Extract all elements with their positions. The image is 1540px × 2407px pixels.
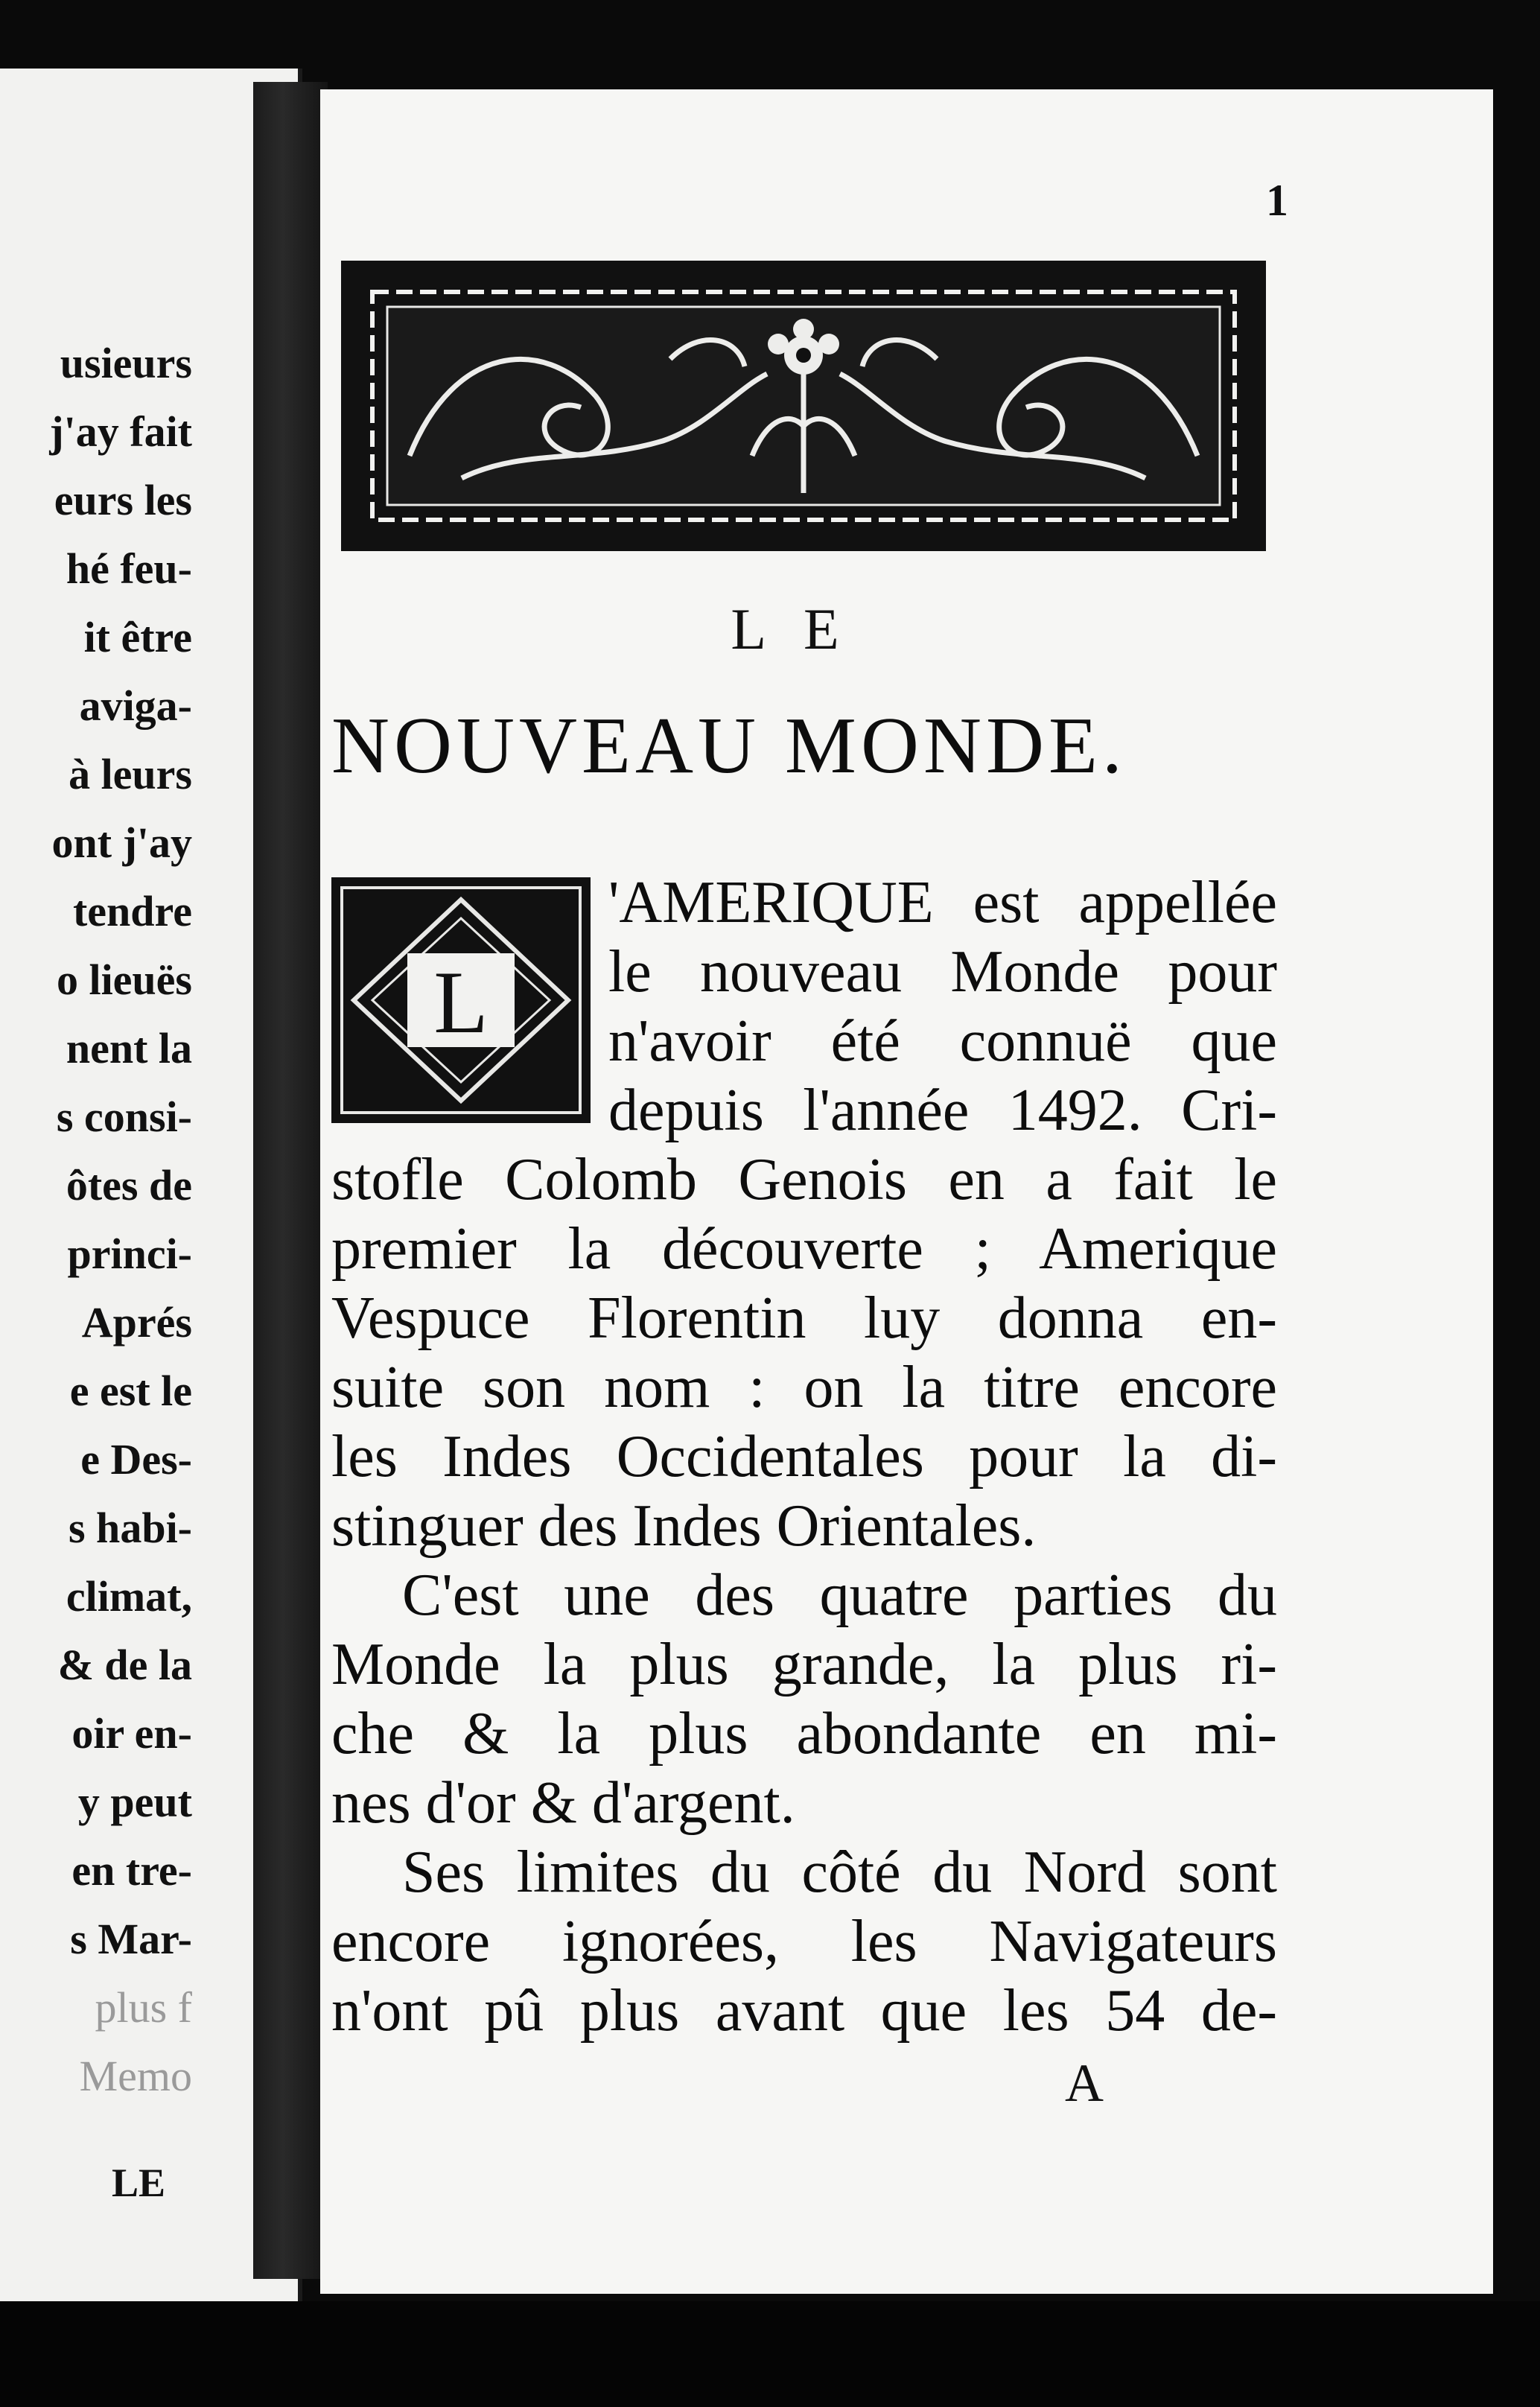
text-line: Monde la plus grande, la plus ri- xyxy=(331,1632,1277,1697)
left-text-line: Aprés xyxy=(81,1298,192,1346)
left-text-line: o lieuës xyxy=(56,956,192,1004)
text-line: suite son nom : on la titre encore xyxy=(331,1355,1277,1420)
text-line: premier la découverte ; Amerique xyxy=(331,1216,1277,1282)
left-text-line: usieurs xyxy=(60,339,192,387)
text-line: depuis l'année 1492. Cri- xyxy=(608,1078,1277,1143)
floral-ornament-icon xyxy=(350,270,1257,542)
text-line: Vespuce Florentin luy donna en- xyxy=(331,1285,1277,1351)
left-catchword: LE xyxy=(112,2160,166,2205)
left-text-line: nent la xyxy=(66,1024,192,1072)
left-text-line: plus f xyxy=(95,1983,192,2032)
left-text-line: ont j'ay xyxy=(51,818,192,867)
text-line: encore ignorées, les Navigateurs xyxy=(331,1909,1277,1974)
left-text-line: y peut xyxy=(77,1778,192,1826)
decorative-headpiece xyxy=(341,261,1266,551)
left-text-line: oir en- xyxy=(71,1709,192,1758)
signature-mark: A xyxy=(1065,2053,1104,2113)
left-page-text xyxy=(0,329,192,2111)
text-line: n'ont pû plus avant que les 54 de- xyxy=(331,1978,1277,2044)
left-text-line: it être xyxy=(83,613,192,661)
left-text-line: e est le xyxy=(69,1367,192,1415)
left-text-line: tendre xyxy=(72,887,192,935)
drop-cap-letter: L xyxy=(433,953,489,1052)
body-text xyxy=(331,868,1277,2046)
text-line: n'avoir été connuë que xyxy=(608,1008,1277,1074)
text-line: stinguer des Indes Orientales. xyxy=(331,1493,1037,1559)
left-text-line: s habi- xyxy=(68,1504,192,1552)
left-text-line: j'ay fait xyxy=(49,407,192,456)
left-text-line: princi- xyxy=(67,1230,192,1278)
text-line: nes d'or & d'argent. xyxy=(331,1770,795,1836)
text-line: 'AMERIQUE est appellée xyxy=(608,870,1277,935)
left-text-line: ôtes de xyxy=(66,1161,192,1209)
left-text-line: s Mar- xyxy=(70,1915,192,1963)
page-number: 1 xyxy=(1266,176,1288,225)
text-line: les Indes Occidentales pour la di- xyxy=(331,1424,1277,1489)
text-line: stofle Colomb Genois en a fait le xyxy=(331,1147,1277,1212)
text-line: che & la plus abondante en mi- xyxy=(331,1701,1277,1767)
text-line: C'est une des quatre parties du xyxy=(402,1562,1277,1628)
left-text-line: & de la xyxy=(57,1641,192,1689)
book-gutter xyxy=(253,82,328,2279)
left-text-line: à leurs xyxy=(69,750,192,798)
left-text-line: s consi- xyxy=(56,1093,192,1141)
left-text-line: climat, xyxy=(66,1572,192,1621)
left-text-line: eurs les xyxy=(54,476,192,524)
left-text-line: hé feu- xyxy=(66,544,192,593)
heading-small: LE xyxy=(731,597,876,661)
left-text-line: en tre- xyxy=(71,1846,192,1895)
text-line: le nouveau Monde pour xyxy=(608,939,1277,1005)
left-text-line: e Des- xyxy=(80,1435,192,1484)
text-line: Ses limites du côté du Nord sont xyxy=(402,1840,1277,1905)
page-title: NOUVEAU MONDE. xyxy=(331,702,1127,790)
scan-border xyxy=(0,2301,1540,2407)
left-text-line: Memo xyxy=(79,2052,192,2100)
left-text-line: aviga- xyxy=(79,681,192,730)
